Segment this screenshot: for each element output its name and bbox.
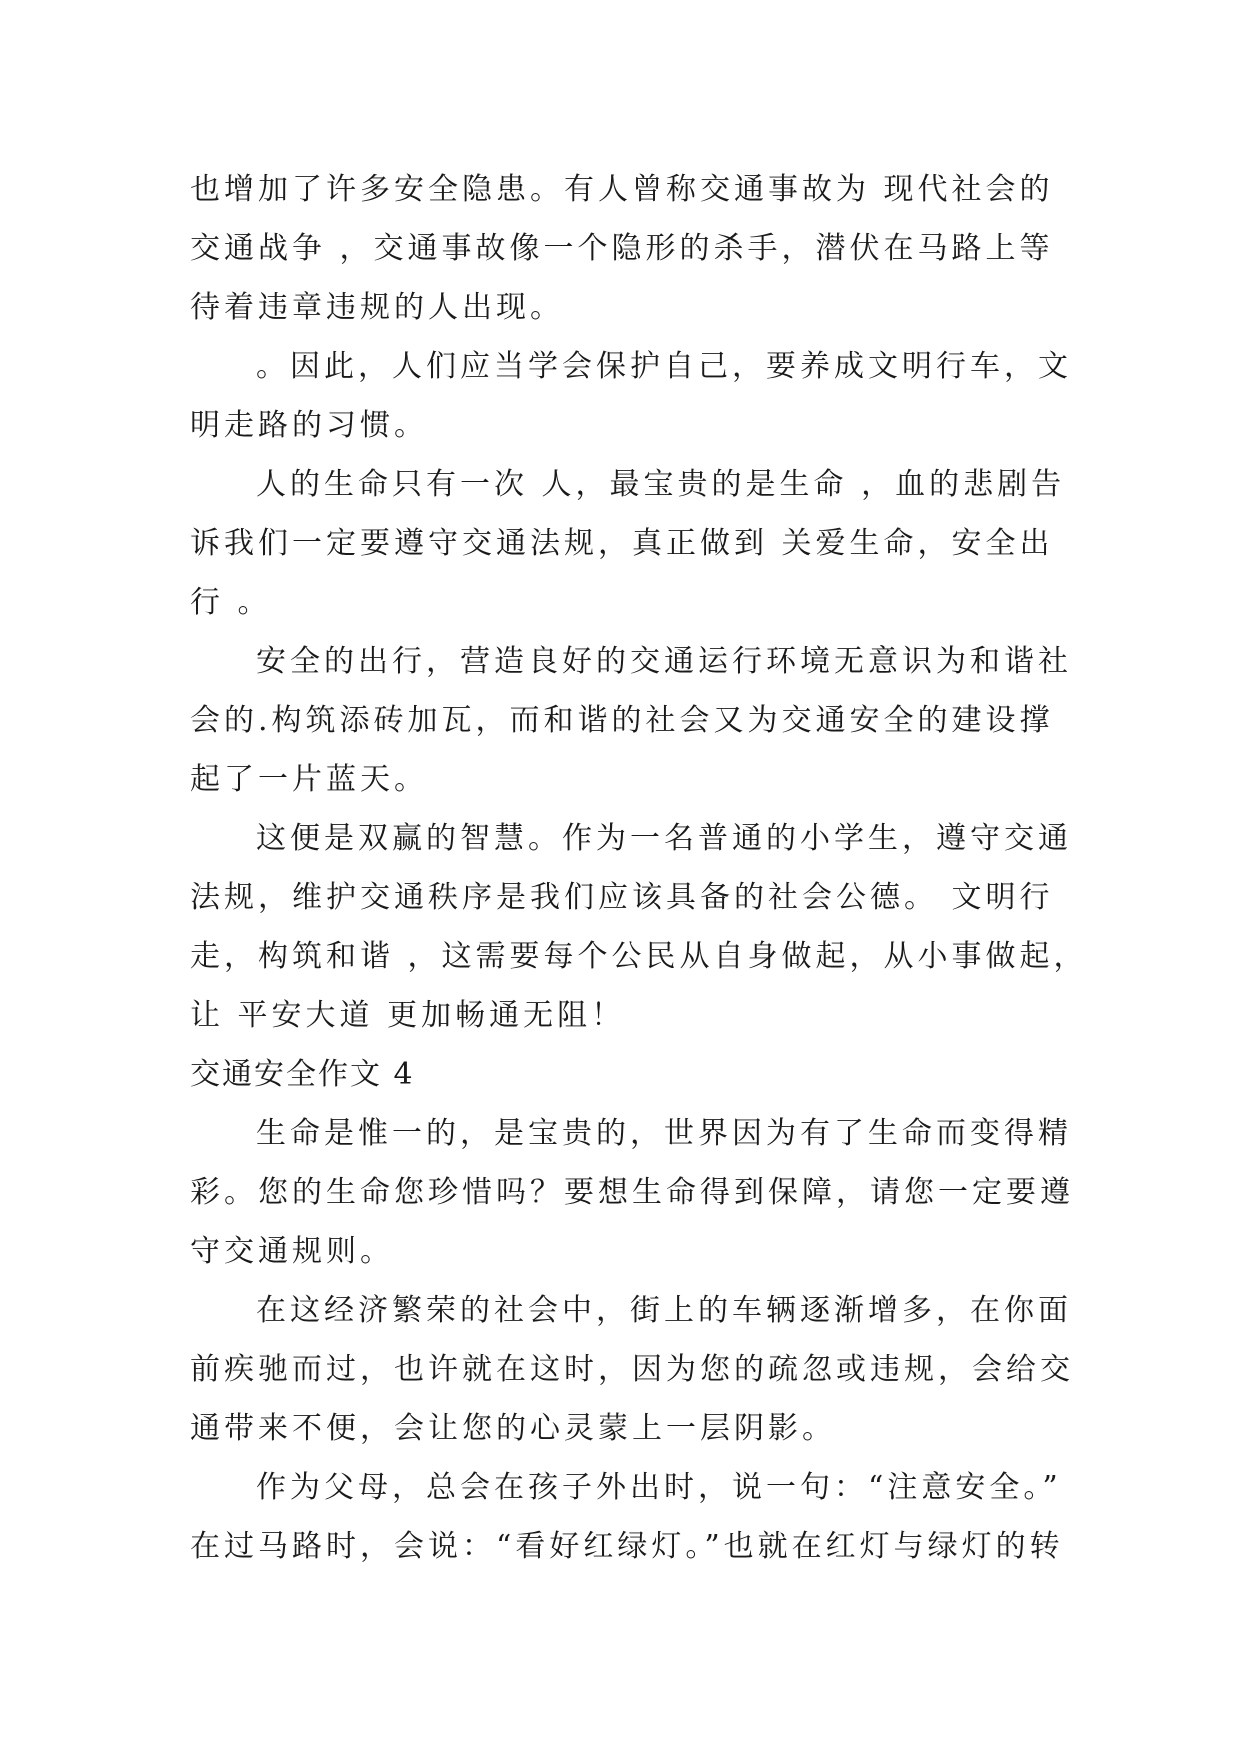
text-line: 前疾驰而过，也许就在这时，因为您的疏忽或违规，会给交 xyxy=(190,1352,1074,1387)
text-line: 这便是双赢的智慧。作为一名普通的小学生，遵守交通 xyxy=(256,821,1072,856)
text-line: 在过马路时，会说：“看好红绿灯。”也就在红灯与绿灯的转 xyxy=(190,1529,1064,1564)
text-line: 交通战争 ，交通事故像一个隐形的杀手，潜伏在马路上等 xyxy=(190,231,1054,266)
text-line: 通带来不便，会让您的心灵蒙上一层阴影。 xyxy=(190,1411,836,1446)
text-line: 。因此，人们应当学会保护自己，要养成文明行车，文 xyxy=(256,349,1072,384)
essay-body xyxy=(190,160,1088,1576)
text-line: 也增加了许多安全隐患。有人曾称交通事故为 现代社会的 xyxy=(190,172,1054,207)
text-line: 彩。您的生命您珍惜吗？要想生命得到保障，请您一定要遵 xyxy=(190,1175,1074,1210)
text-line: 诉我们一定要遵守交通法规，真正做到 关爱生命，安全出 xyxy=(190,526,1054,561)
text-line: 守交通规则。 xyxy=(190,1234,394,1269)
section-heading: 交通安全作文 4 xyxy=(190,1057,415,1092)
text-line: 安全的出行，营造良好的交通运行环境无意识为和谐社 xyxy=(256,644,1072,679)
text-line: 作为父母，总会在孩子外出时，说一句：“注意安全。” xyxy=(256,1470,1062,1505)
text-line: 行 。 xyxy=(190,585,272,620)
text-line: 法规，维护交通秩序是我们应该具备的社会公德。 文明行 xyxy=(190,880,1054,915)
text-line: 会的.构筑添砖加瓦，而和谐的社会又为交通安全的建设撑 xyxy=(190,703,1054,738)
text-line: 待着违章违规的人出现。 xyxy=(190,290,564,325)
text-line: 生命是惟一的，是宝贵的，世界因为有了生命而变得精 xyxy=(256,1116,1072,1151)
text-line: 明走路的习惯。 xyxy=(190,408,428,443)
text-line: 人的生命只有一次 人，最宝贵的是生命 ，血的悲剧告 xyxy=(256,467,1066,502)
text-line: 在这经济繁荣的社会中，街上的车辆逐渐增多，在你面 xyxy=(256,1293,1072,1328)
text-line: 让 平安大道 更加畅通无阻！ xyxy=(190,998,626,1033)
text-line: 走，构筑和谐 ，这需要每个公民从自身做起，从小事做起， xyxy=(190,939,1088,974)
text-line: 起了一片蓝天。 xyxy=(190,762,428,797)
